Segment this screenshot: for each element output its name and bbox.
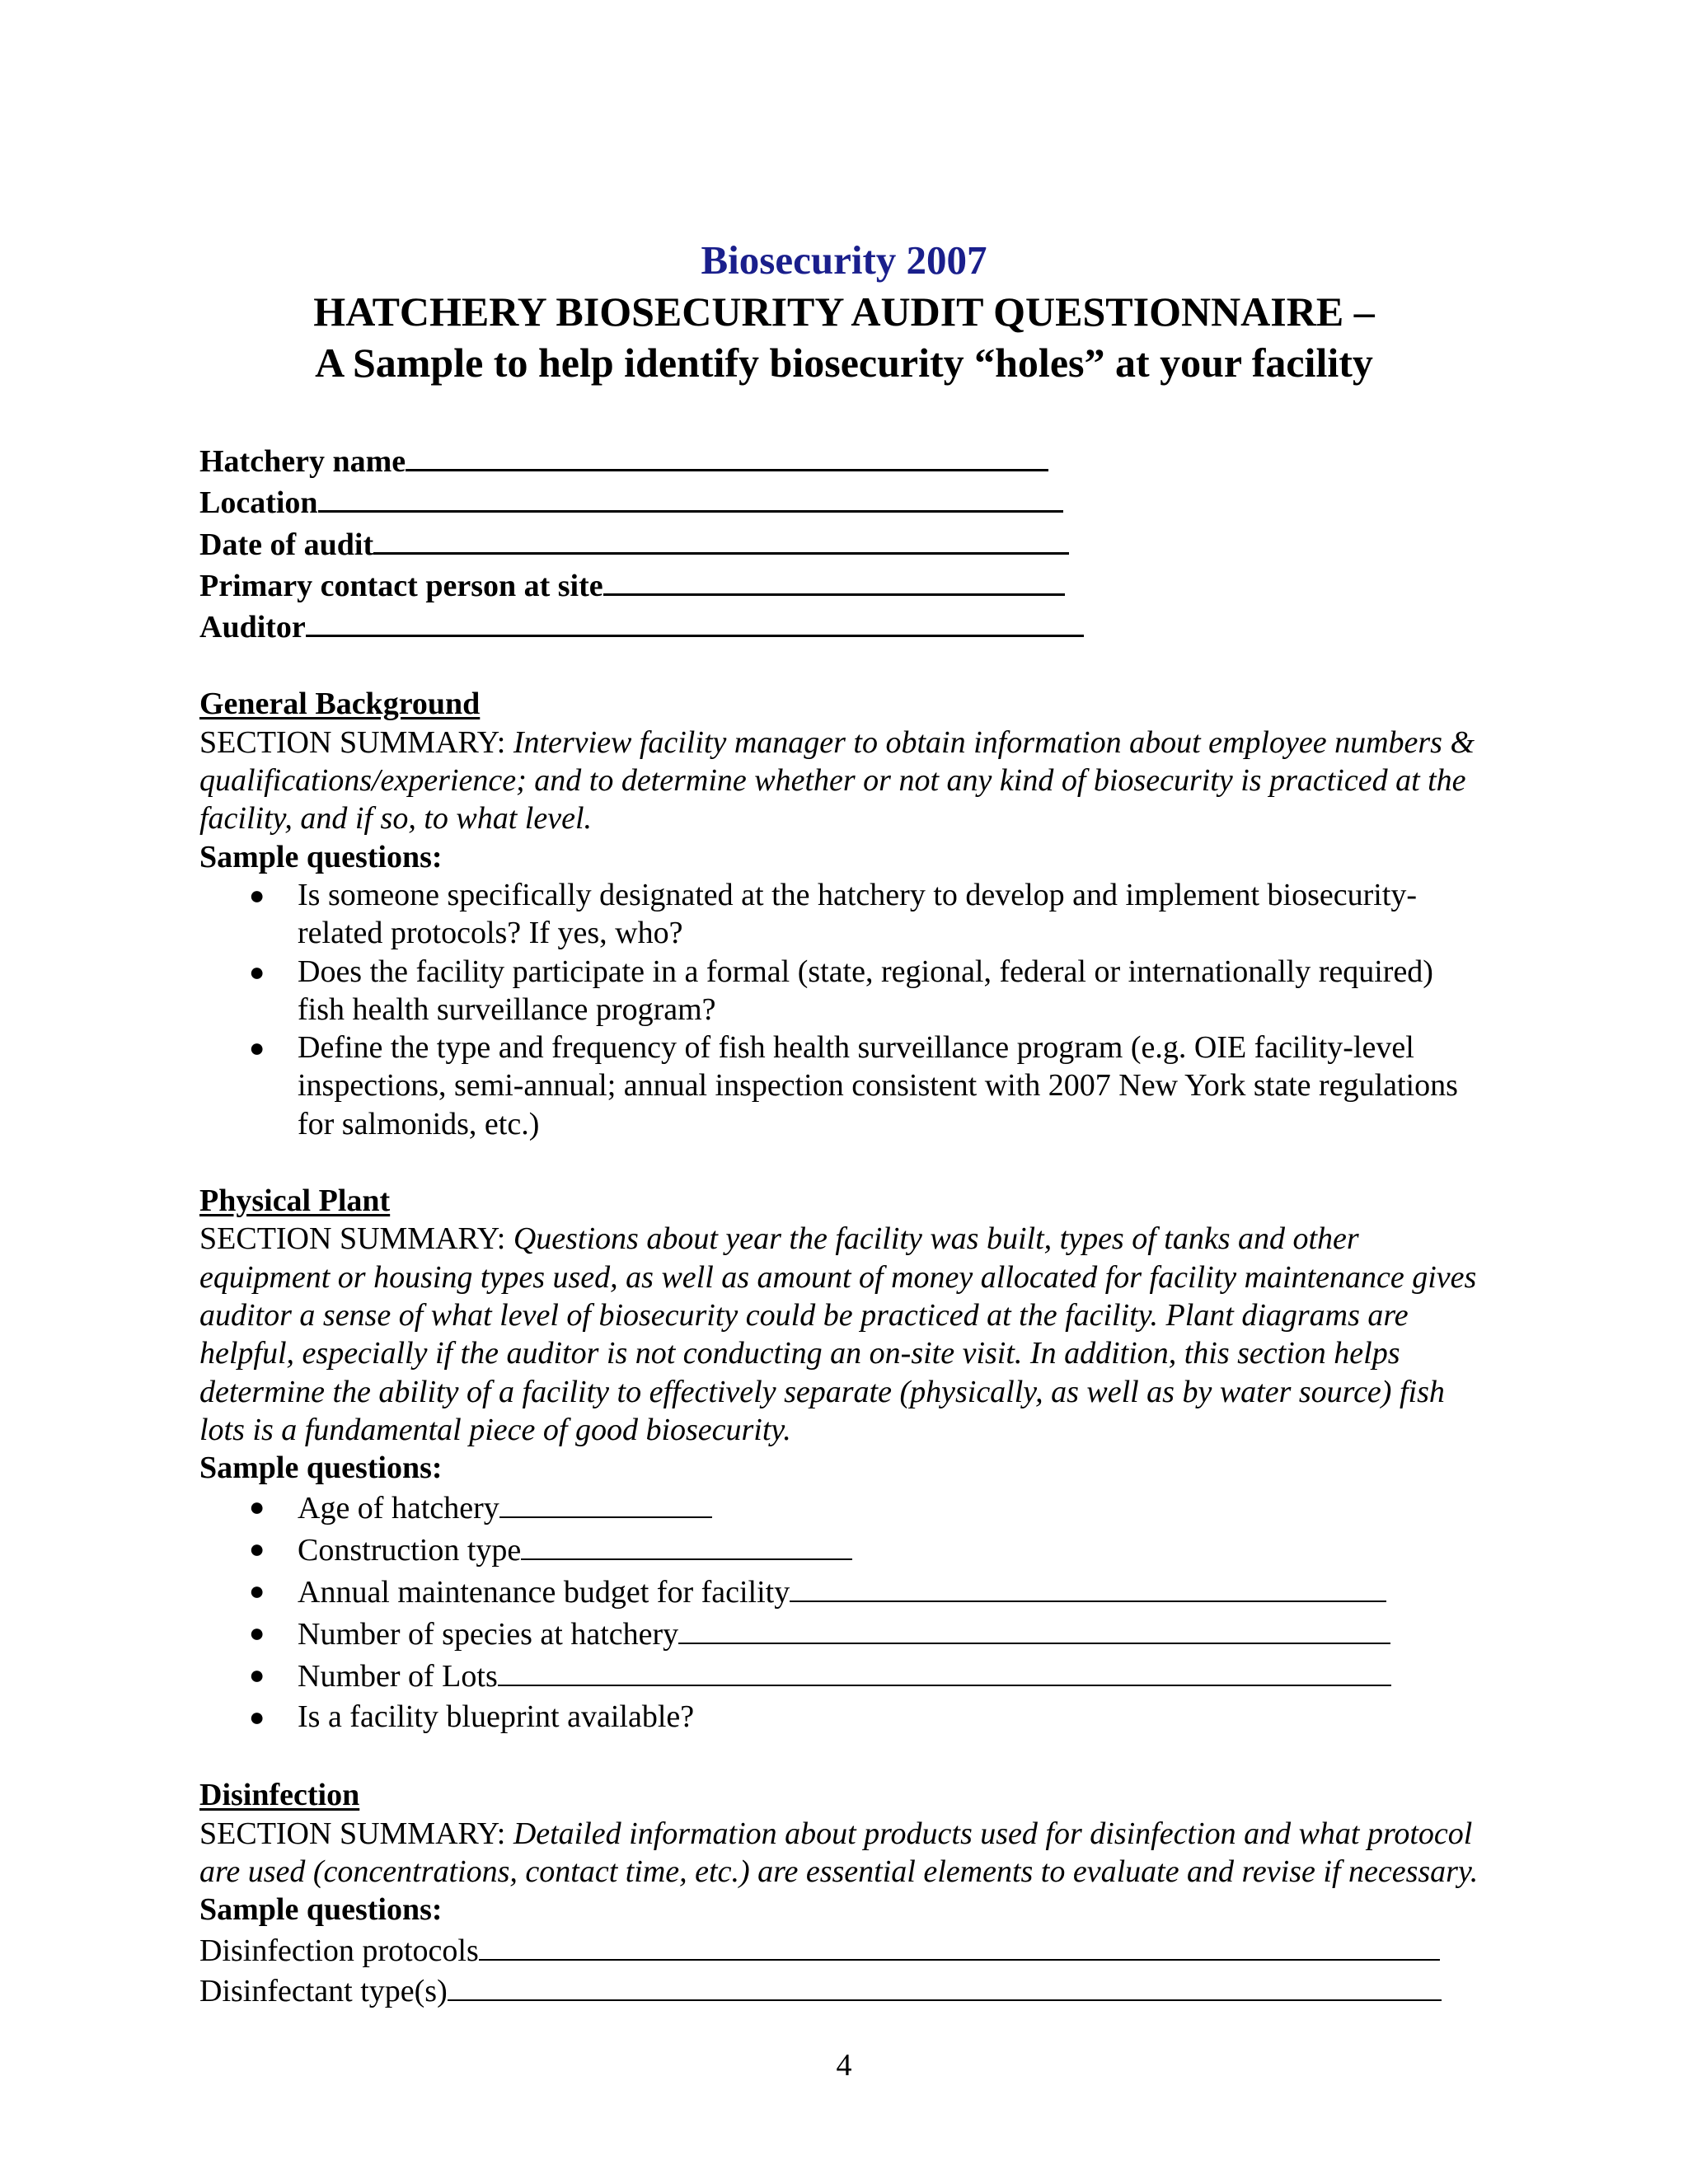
page-number: 4 bbox=[836, 2048, 852, 2083]
section-summary bbox=[199, 724, 1485, 838]
field-label: Hatchery name bbox=[199, 444, 406, 479]
bullet-icon: ● bbox=[249, 879, 265, 910]
blank-line[interactable] bbox=[448, 1970, 1442, 2001]
bullet-icon: ● bbox=[249, 1660, 265, 1690]
question-text: Age of hatchery bbox=[298, 1491, 499, 1526]
sample-questions-label: Sample questions: bbox=[199, 1892, 443, 1928]
list-item bbox=[199, 876, 1485, 953]
summary-label: SECTION SUMMARY: bbox=[199, 724, 513, 760]
bullet-icon: ● bbox=[249, 1576, 265, 1606]
section-heading: Physical Plant bbox=[199, 1183, 391, 1219]
section-summary bbox=[199, 1815, 1485, 1891]
bullet-icon: ● bbox=[249, 1033, 265, 1063]
bullet-icon: ● bbox=[249, 956, 265, 987]
question-text: Define the type and frequency of fish health surveillance program (e.g. OIE facility-level inspections, semi-annual; annual inspection consistent with 2007 New York state regulations for salmonids, etc.) bbox=[298, 1030, 1458, 1141]
list-item bbox=[199, 1697, 1485, 1737]
bullet-icon: ● bbox=[249, 1702, 265, 1732]
section-disinfection bbox=[199, 1776, 1485, 2010]
blank-line[interactable] bbox=[790, 1571, 1386, 1602]
question-text: Number of species at hatchery bbox=[298, 1617, 679, 1652]
document-body bbox=[199, 439, 1485, 2010]
disinfectant-type-field[interactable] bbox=[199, 1970, 1485, 2010]
disinfection-protocols-field[interactable] bbox=[199, 1929, 1485, 1970]
section-heading: Disinfection bbox=[199, 1778, 360, 1813]
list-item[interactable] bbox=[199, 1655, 1485, 1697]
question-list bbox=[199, 1487, 1485, 1737]
section-physical-plant bbox=[199, 1182, 1485, 1737]
question-text: Number of Lots bbox=[298, 1659, 498, 1694]
blank-line[interactable] bbox=[498, 1655, 1391, 1686]
blank-line[interactable] bbox=[678, 1613, 1390, 1644]
section-heading: General Background bbox=[199, 687, 481, 722]
auditor-field[interactable] bbox=[199, 605, 1485, 646]
blank-line[interactable] bbox=[499, 1487, 712, 1518]
field-label: Location bbox=[199, 485, 318, 521]
blank-line[interactable] bbox=[373, 523, 1069, 555]
field-label: Auditor bbox=[199, 610, 306, 645]
field-label: Disinfection protocols bbox=[199, 1933, 479, 1968]
list-item[interactable] bbox=[199, 1487, 1485, 1529]
question-text: Does the facility participate in a formal (state, regional, federal or internationally required) fish health surveillance program? bbox=[298, 954, 1433, 1027]
question-list bbox=[199, 876, 1485, 1143]
section-summary bbox=[199, 1220, 1485, 1449]
list-item bbox=[199, 953, 1485, 1029]
bullet-icon: ● bbox=[249, 1492, 265, 1522]
blank-line[interactable] bbox=[318, 480, 1063, 513]
section-general-background bbox=[199, 685, 1485, 1143]
list-item[interactable] bbox=[199, 1571, 1485, 1613]
blank-line[interactable] bbox=[479, 1929, 1440, 1961]
blank-line[interactable] bbox=[603, 564, 1065, 596]
blank-line[interactable] bbox=[406, 439, 1048, 471]
list-item[interactable] bbox=[199, 1529, 1485, 1571]
field-label: Date of audit bbox=[199, 527, 374, 562]
question-text: Construction type bbox=[298, 1533, 522, 1568]
summary-label: SECTION SUMMARY: bbox=[199, 1816, 513, 1851]
field-label: Disinfectant type(s) bbox=[199, 1973, 448, 2008]
location-field[interactable] bbox=[199, 480, 1485, 522]
main-title: HATCHERY BIOSECURITY AUDIT QUESTIONNAIRE – bbox=[313, 288, 1375, 335]
bullet-icon: ● bbox=[249, 1534, 265, 1564]
title-block bbox=[0, 235, 1688, 388]
summary-text: Detailed information about products used for disinfection and what protocol are used (concentrations, contact time, etc.) are essential elements to evaluate and revise if necessary. bbox=[199, 1816, 1479, 1890]
sample-questions-label: Sample questions: bbox=[199, 1451, 443, 1486]
hatchery-name-field[interactable] bbox=[199, 439, 1485, 480]
summary-label: SECTION SUMMARY: bbox=[199, 1221, 513, 1257]
question-text: Is someone specifically designated at the hatchery to develop and implement biosecurity-related protocols? If yes, who? bbox=[298, 877, 1418, 951]
sample-questions-label: Sample questions: bbox=[199, 839, 443, 874]
primary-contact-field[interactable] bbox=[199, 564, 1485, 605]
blank-line[interactable] bbox=[521, 1529, 852, 1560]
subtitle: A Sample to help identify biosecurity “holes” at your facility bbox=[315, 340, 1373, 386]
audit-fields bbox=[199, 439, 1485, 646]
question-text: Is a facility blueprint available? bbox=[298, 1699, 695, 1735]
date-of-audit-field[interactable] bbox=[199, 523, 1485, 564]
list-item[interactable] bbox=[199, 1613, 1485, 1655]
question-text: Annual maintenance budget for facility bbox=[298, 1575, 790, 1610]
field-label: Primary contact person at site bbox=[199, 568, 603, 603]
blank-line[interactable] bbox=[306, 605, 1084, 637]
summary-text: Questions about year the facility was built, types of tanks and other equipment or housing types used, as well as amount of money allocated for facility maintenance gives auditor a sense of what level of biosecurity could be practiced at the facility. Plant diagrams are helpful, especially if the auditor is not conducting an on-site visit. In addition, this section helps determine the ability of a facility to effectively separate (physically, as well as by water source) fish lots is a fundamental piece of good biosecurity. bbox=[199, 1221, 1477, 1447]
bullet-icon: ● bbox=[249, 1618, 265, 1648]
brand-title: Biosecurity 2007 bbox=[701, 237, 987, 283]
list-item bbox=[199, 1029, 1485, 1143]
summary-text: Interview facility manager to obtain information about employee numbers & qualifications/experience; and to determine whether or not any kind of biosecurity is practiced at the facility, and if so, to what level. bbox=[199, 724, 1475, 837]
